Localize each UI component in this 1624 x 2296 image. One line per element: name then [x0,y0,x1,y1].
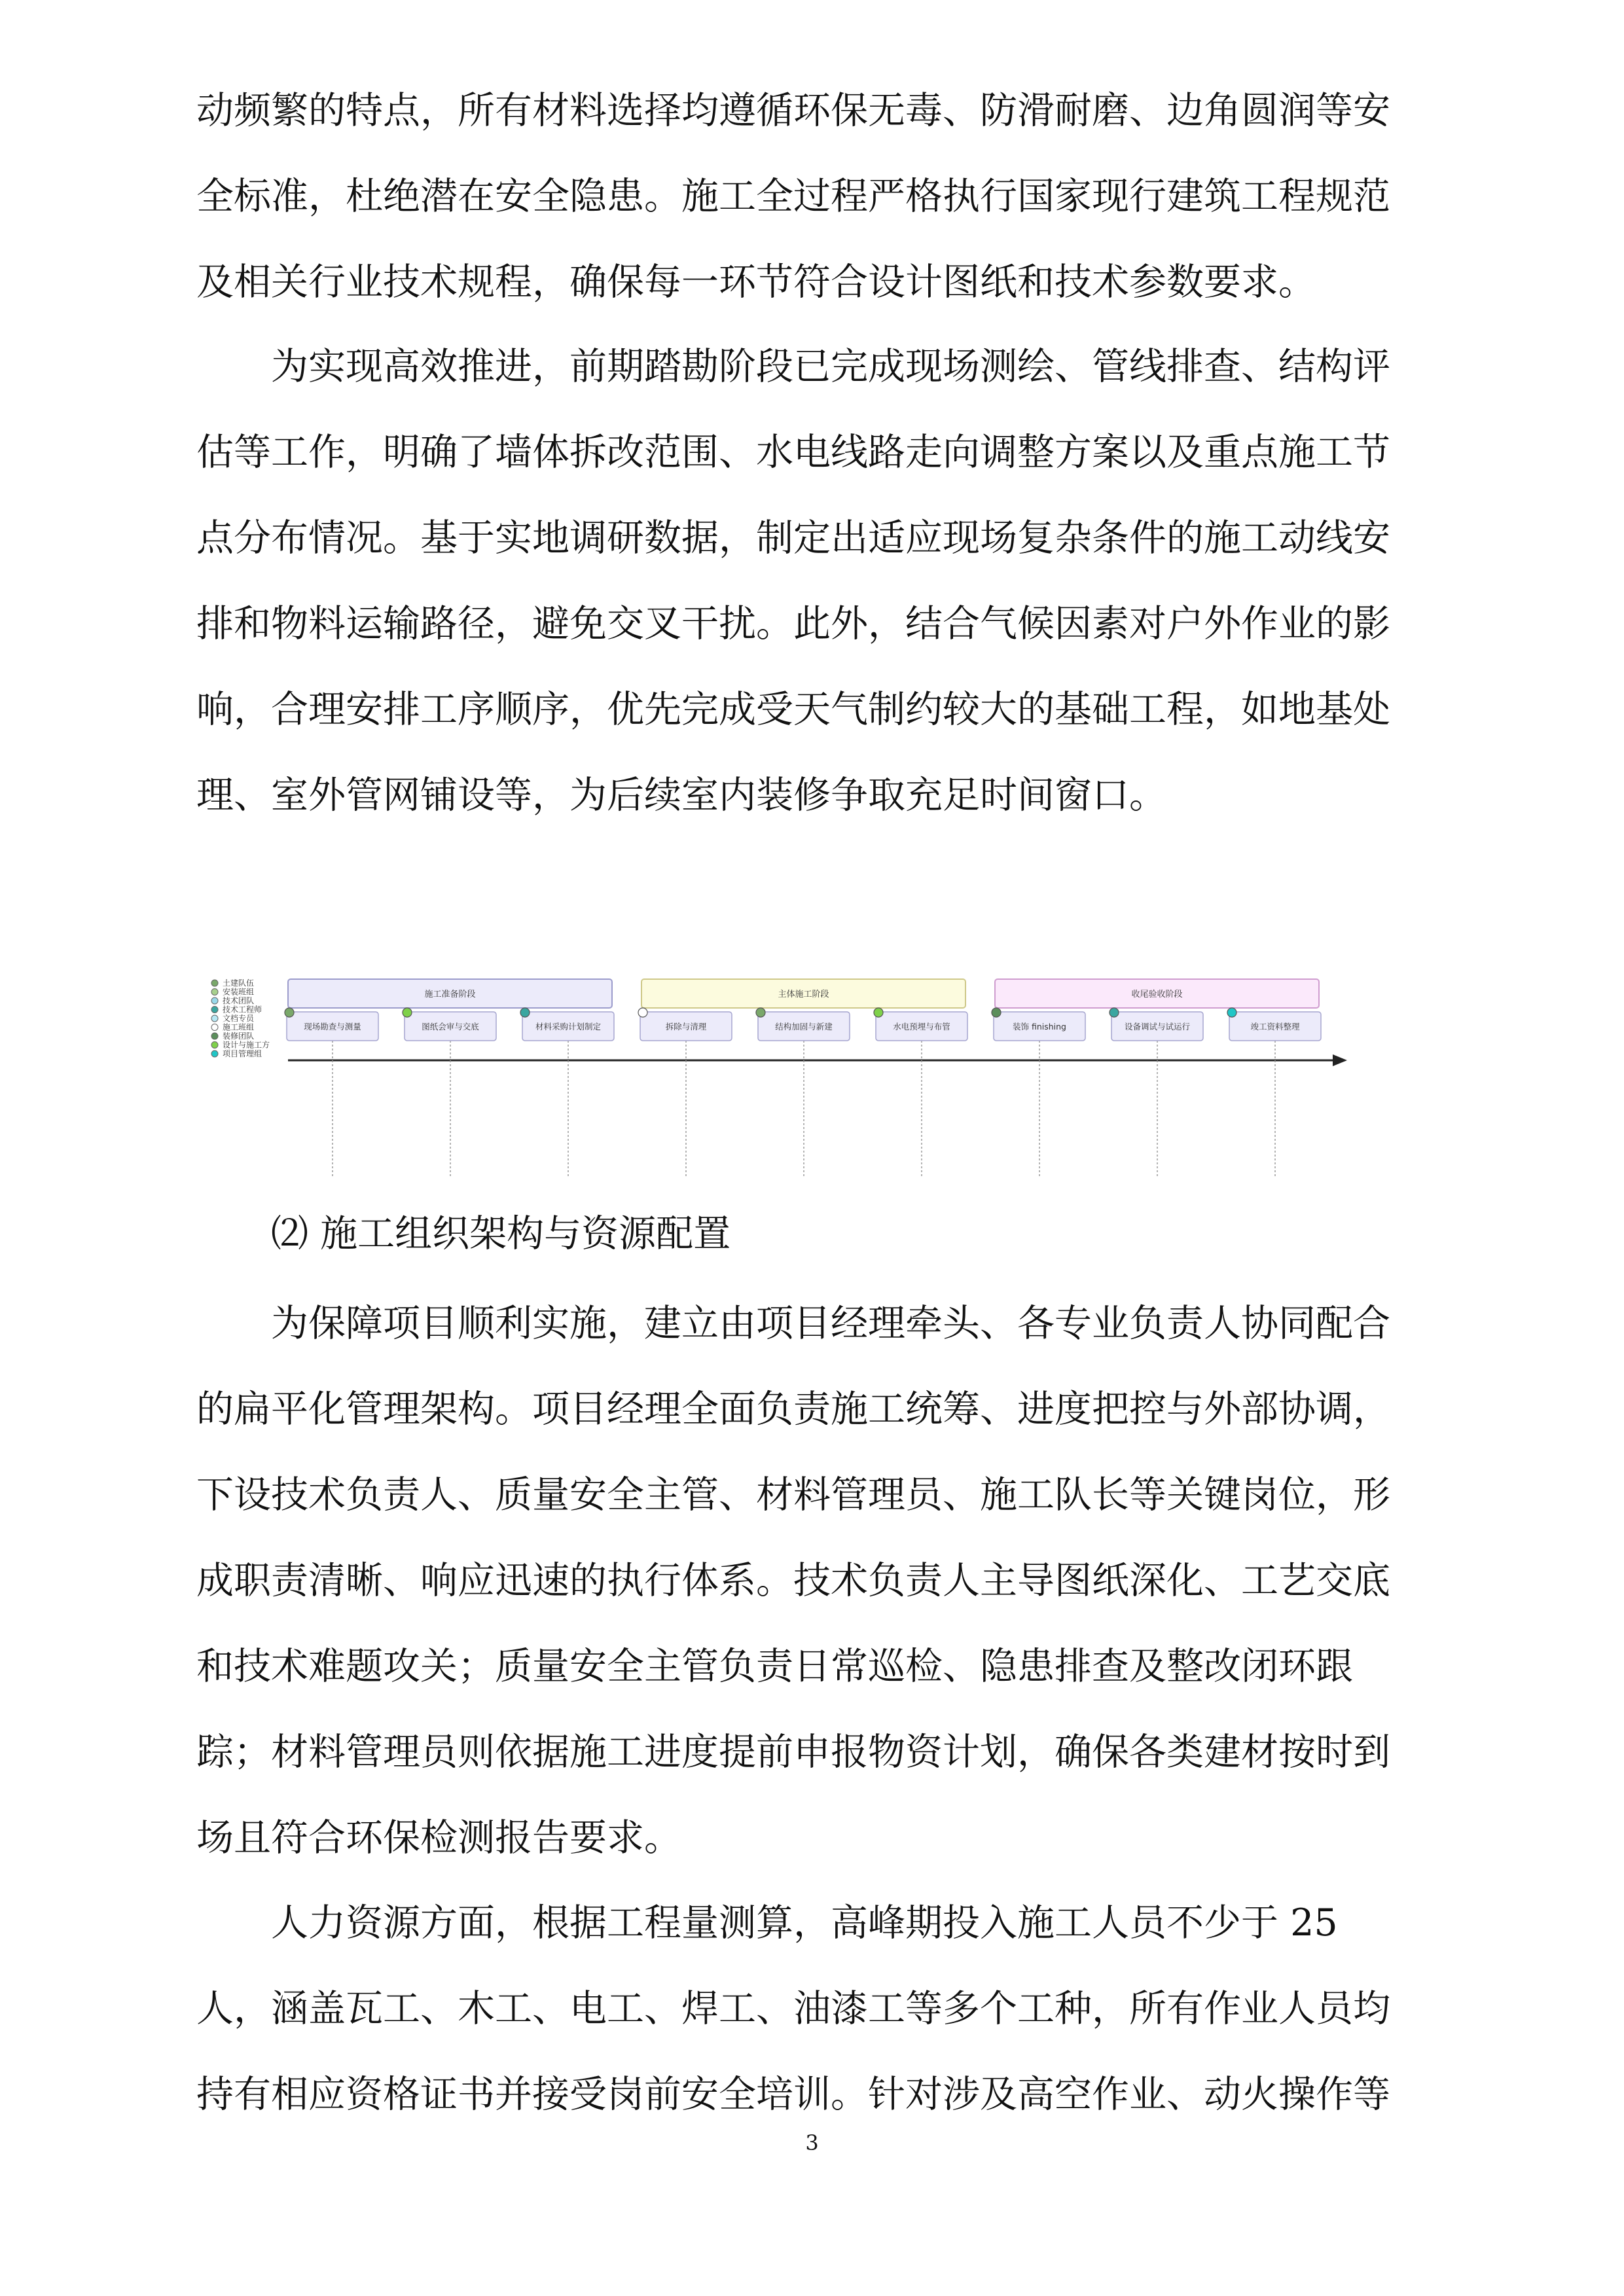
legend-dot [211,997,218,1004]
legend-label: 装修团队 [223,1031,255,1041]
task-label: 设备调试与试运行 [1124,1022,1191,1031]
task-owner-dot [520,1008,530,1017]
text-line: 估等工作，明确了墙体拆改范围、水电线路走向调整方案以及重点施工节 [196,431,1390,474]
legend-label: 技术团队 [223,996,255,1005]
text-line: 踪；材料管理员则依据施工进度提前申报物资计划，确保各类建材按时到 [196,1731,1390,1774]
text-line: 为实现高效推进，前期踏勘阶段已完成现场测绘、管线排查、结构评 [271,345,1390,388]
paragraph-3 [196,1281,1428,1881]
legend-label: 安装班组 [223,987,255,997]
text-line: 点分布情况。基于实地调研数据，制定出适应现场复杂条件的施工动线安 [196,516,1390,560]
text-line: 动频繁的特点，所有材料选择均遵循环保无毒、防滑耐磨、边角圆润等安 [196,89,1390,132]
legend-label: 项目管理组 [223,1049,262,1058]
section-heading: ⑵ 施工组织架构与资源配置 [271,1212,731,1255]
text-line: 下设技术负责人、质量安全主管、材料管理员、施工队长等关键岗位，形 [196,1473,1390,1516]
phase-label: 主体施工阶段 [778,990,829,999]
text-line: 响，合理安排工序顺序，优先完成受天气制约较大的基础工程，如地基处 [196,688,1390,731]
text-line: 人力资源方面，根据工程量测算，高峰期投入施工人员不少于 25 [271,1901,1338,1945]
task-owner-dot [1110,1008,1119,1017]
task-label: 现场勘查与测量 [304,1022,361,1031]
legend-dot [211,1024,218,1031]
text-line: 为保障项目顺利实施，建立由项目经理牵头、各专业负责人协同配合 [271,1302,1390,1345]
legend-dot [211,1033,218,1039]
task-label: 拆除与清理 [665,1022,707,1031]
legend-label: 土建队伍 [223,978,255,988]
paragraph-4 [196,1880,1428,2138]
task-owner-dot [1227,1008,1236,1017]
task-label: 竣工资料整理 [1250,1022,1300,1031]
paragraph-2 [196,324,1428,838]
task-owner-dot [992,1008,1001,1017]
construction-timeline-diagram [196,956,1414,1191]
legend-dot [211,1015,218,1022]
legend-label: 设计与施工方 [223,1040,270,1050]
legend-dot [211,1007,218,1013]
legend-label: 技术工程师 [223,1005,262,1014]
task-label: 结构加固与新建 [775,1022,833,1031]
legend-label: 文档专员 [223,1014,255,1023]
task-owner-dot [874,1008,883,1017]
legend-dot [211,1042,218,1049]
phase-label: 收尾验收阶段 [1131,990,1183,999]
page-number: 3 [805,2130,819,2155]
task-label: 材料采购计划制定 [535,1022,602,1031]
text-line: 排和物料运输路径，避免交叉干扰。此外，结合气候因素对户外作业的影 [196,602,1390,645]
text-line: 及相关行业技术规程，确保每一环节符合设计图纸和技术参数要求。 [196,260,1316,304]
task-owner-dot [285,1008,294,1017]
task-label: 装饰 finishing [1012,1022,1067,1031]
text-line: 持有相应资格证书并接受岗前安全培训。针对涉及高空作业、动火操作等 [196,2073,1390,2116]
paragraph-1 [196,68,1428,325]
legend-label: 施工班组 [223,1022,255,1032]
task-owner-dot [403,1008,412,1017]
phase-label: 施工准备阶段 [424,990,476,999]
text-line: 和技术难题攻关；质量安全主管负责日常巡检、隐患排查及整改闭环跟 [196,1645,1353,1688]
task-owner-dot [756,1008,765,1017]
legend-dot [211,980,218,986]
text-line: 的扁平化管理架构。项目经理全面负责施工统筹、进度把控与外部协调， [196,1388,1390,1431]
legend-dot [211,1050,218,1057]
text-line: 理、室外管网铺设等，为后续室内装修争取充足时间窗口。 [196,774,1166,817]
text-line: 人，涵盖瓦工、木工、电工、焊工、油漆工等多个工种，所有作业人员均 [196,1987,1390,2030]
legend-dot [211,989,218,996]
task-owner-dot [638,1008,647,1017]
timeline-arrowhead [1333,1054,1347,1066]
text-line: 成职责清晰、响应迅速的执行体系。技术负责人主导图纸深化、工艺交底 [196,1559,1390,1602]
text-line: 场且符合环保检测报告要求。 [196,1816,681,1859]
text-line: 全标准，杜绝潜在安全隐患。施工全过程严格执行国家现行建筑工程规范 [196,175,1390,218]
task-label: 图纸会审与交底 [422,1022,479,1031]
task-label: 水电预埋与布管 [893,1022,950,1031]
